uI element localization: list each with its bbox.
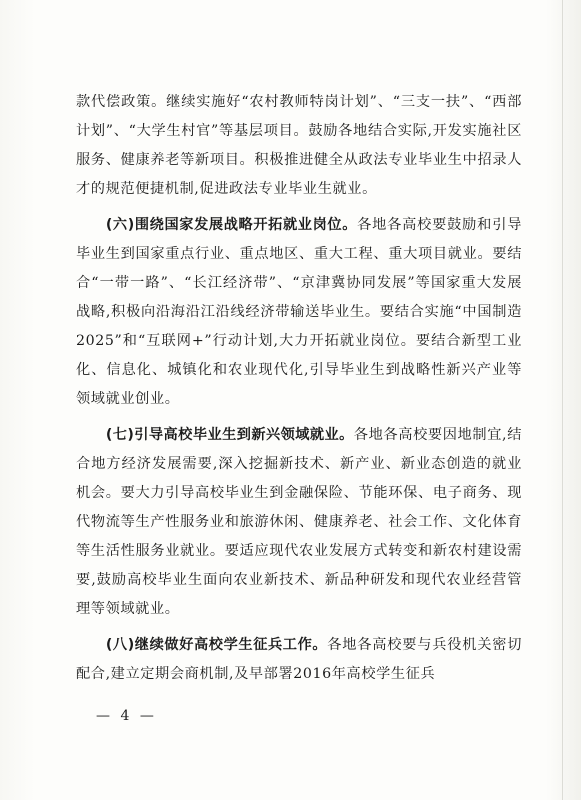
paragraph-section-8	[76, 631, 522, 689]
paragraph-section-6	[76, 211, 522, 414]
paragraph-continuation	[76, 88, 522, 204]
section-heading: (八)继续做好高校学生征兵工作。	[105, 637, 328, 653]
paragraph-body: 各地各高校要与兵役机关密切配合,建立定期会商机制,及早部署2016年高校学生征兵	[76, 637, 522, 682]
paragraph-body: 各地各高校要鼓励和引导毕业生到国家重点行业、重点地区、重大工程、重大项目就业。要结合“一带一路”、“长江经济带”、“京津冀协同发展”等国家重大发展战略,积极向沿海沿江沿线经济带输送毕业生。要结合实施“中国制造2025”和“互联网+”行动计划,大力开拓就业岗位。要结合新型工业化、信息化、城镇化和农业现代化,引导毕业生到战略性新兴产业等领域就业创业。	[76, 217, 522, 407]
paragraph-body: 各地各高校要因地制宜,结合地方经济发展需要,深入挖掘新技术、新产业、新业态创造的就业机会。要大力引导高校毕业生到金融保险、节能环保、电子商务、现代物流等生产性服务业和旅游休闲、健康养老、社会工作、文化体育等生活性服务业就业。要适应现代农业发展方式转变和新农村建设需要,鼓励高校毕业生面向农业新技术、新品种研发和现代农业经营管理等领域就业。	[76, 427, 522, 617]
document-body	[76, 88, 522, 696]
section-heading: (六)围绕国家发展战略开拓就业岗位。	[105, 217, 358, 233]
paragraph-section-7	[76, 421, 522, 624]
section-heading: (七)引导高校毕业生到新兴领域就业。	[105, 427, 354, 443]
page-edge-line	[562, 0, 563, 800]
paragraph-body: 款代偿政策。继续实施好“农村教师特岗计划”、“三支一扶”、“西部计划”、“大学生村官”等基层项目。鼓励各地结合实际,开发实施社区服务、健康养老等新项目。积极推进健全从政法专业毕业生中招录人才的规范便捷机制,促进政法专业毕业生就业。	[76, 94, 522, 197]
page-number-dash-right: —	[139, 708, 157, 724]
page-number-value: 4	[120, 708, 133, 724]
page-number-dash-left: —	[96, 708, 113, 724]
page-number	[96, 708, 157, 724]
